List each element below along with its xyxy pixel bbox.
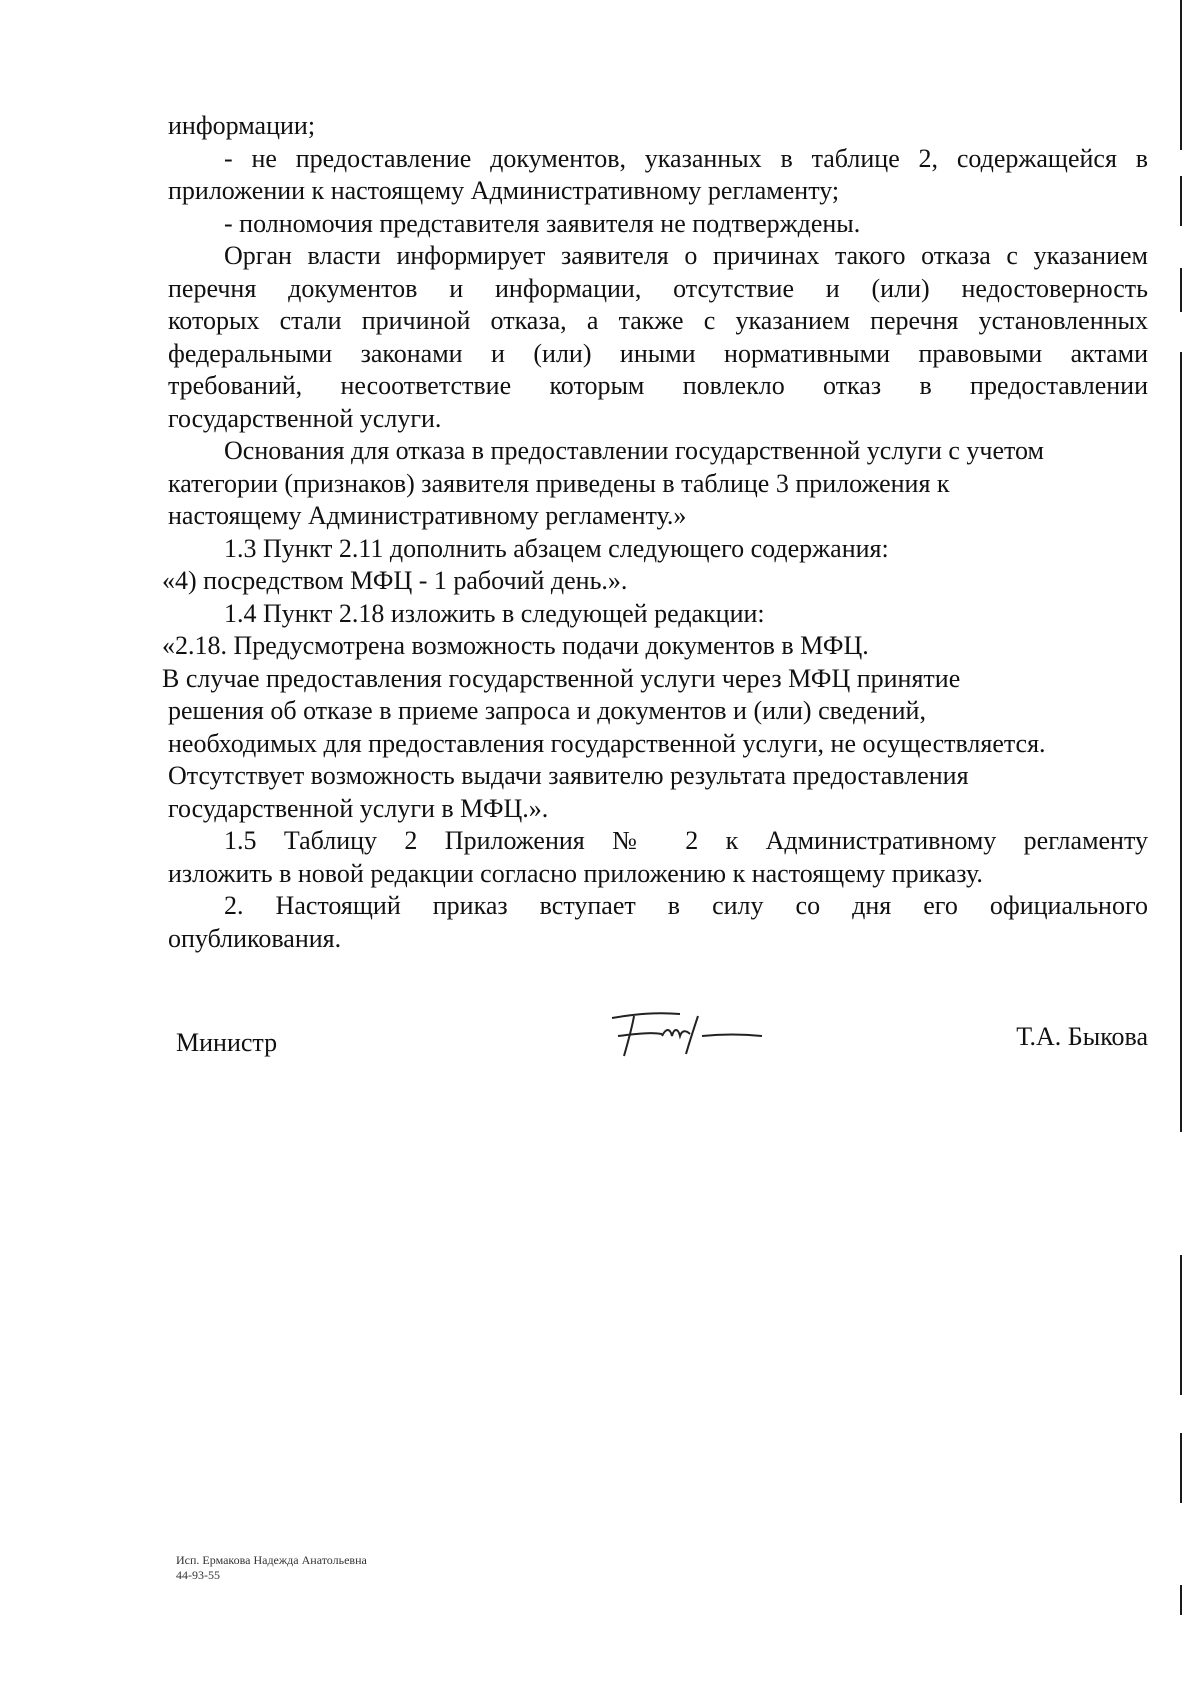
text-line: государственной услуги в МФЦ.». — [168, 793, 549, 823]
text-line: Отсутствует возможность выдачи заявителю результата предоставления — [168, 761, 969, 790]
text-line: - полномочия представителя заявителя не подтверждены. — [224, 208, 861, 238]
scan-edge-mark — [1180, 1255, 1182, 1395]
document-body — [162, 110, 1148, 955]
text-line: Орган власти информирует заявителя о причинах такого отказа с указанием — [224, 241, 1148, 270]
text-line: В случае предоставления государственной услуги через МФЦ принятие — [162, 663, 961, 693]
text-line: 1.4 Пункт 2.18 изложить в следующей редакции: — [224, 598, 765, 628]
text-line: Основания для отказа в предоставлении государственной услуги с учетом — [224, 436, 1045, 465]
text-line: - не предоставление документов, указанных в таблице 2, содержащейся в — [224, 143, 1148, 173]
executor-info — [176, 1553, 367, 1583]
scan-edge-mark — [1180, 1585, 1182, 1615]
text-line: которых стали причиной отказа, а также с указанием перечня установленных — [168, 306, 1148, 335]
text-line: требований, несоответствие которым повлекло отказ в предоставлении — [168, 371, 1148, 400]
text-line: приложении к настоящему Административному регламенту; — [168, 176, 840, 205]
text-line: 1.3 Пункт 2.11 дополнить абзацем следующего содержания: — [224, 533, 889, 563]
executor-name: Исп. Ермакова Надежда Анатольевна — [176, 1553, 367, 1567]
text-line: информации; — [168, 111, 316, 140]
executor-phone: 44-93-55 — [176, 1568, 220, 1582]
scan-edge-mark — [1180, 268, 1182, 312]
handwritten-signature — [606, 998, 766, 1068]
scan-edge-mark — [1180, 352, 1182, 1132]
text-line: «4) посредством МФЦ - 1 рабочий день.». — [162, 566, 628, 595]
scan-edge-mark — [1180, 176, 1182, 226]
text-line: решения об отказе в приеме запроса и документов и (или) сведений, — [168, 696, 926, 725]
signatory-title: Министр — [176, 1028, 278, 1057]
text-line: настоящему Административному регламенту.» — [168, 501, 687, 530]
text-line: 2. Настоящий приказ вступает в силу со дня его официального — [224, 891, 1148, 920]
text-line: опубликования. — [168, 923, 342, 953]
text-line: федеральными законами и (или) иными нормативными правовыми актами — [168, 338, 1148, 368]
scan-edge-mark — [1180, 0, 1182, 150]
text-line: «2.18. Предусмотрена возможность подачи документов в МФЦ. — [162, 631, 869, 660]
text-line: категории (признаков) заявителя приведены в таблице 3 приложения к — [168, 468, 950, 498]
text-line: изложить в новой редакции согласно приложению к настоящему приказу. — [168, 858, 983, 888]
text-line: государственной услуги. — [168, 403, 442, 433]
signature-block — [0, 1022, 1200, 1082]
text-line: необходимых для предоставления государственной услуги, не осуществляется. — [168, 728, 1046, 758]
text-line: 1.5 Таблицу 2 Приложения № 2 к Административному регламенту — [224, 826, 1148, 855]
signatory-name: Т.А. Быкова — [1016, 1022, 1148, 1051]
scan-edge-mark — [1180, 1433, 1182, 1503]
text-line: перечня документов и информации, отсутствие и (или) недостоверность — [168, 273, 1148, 303]
